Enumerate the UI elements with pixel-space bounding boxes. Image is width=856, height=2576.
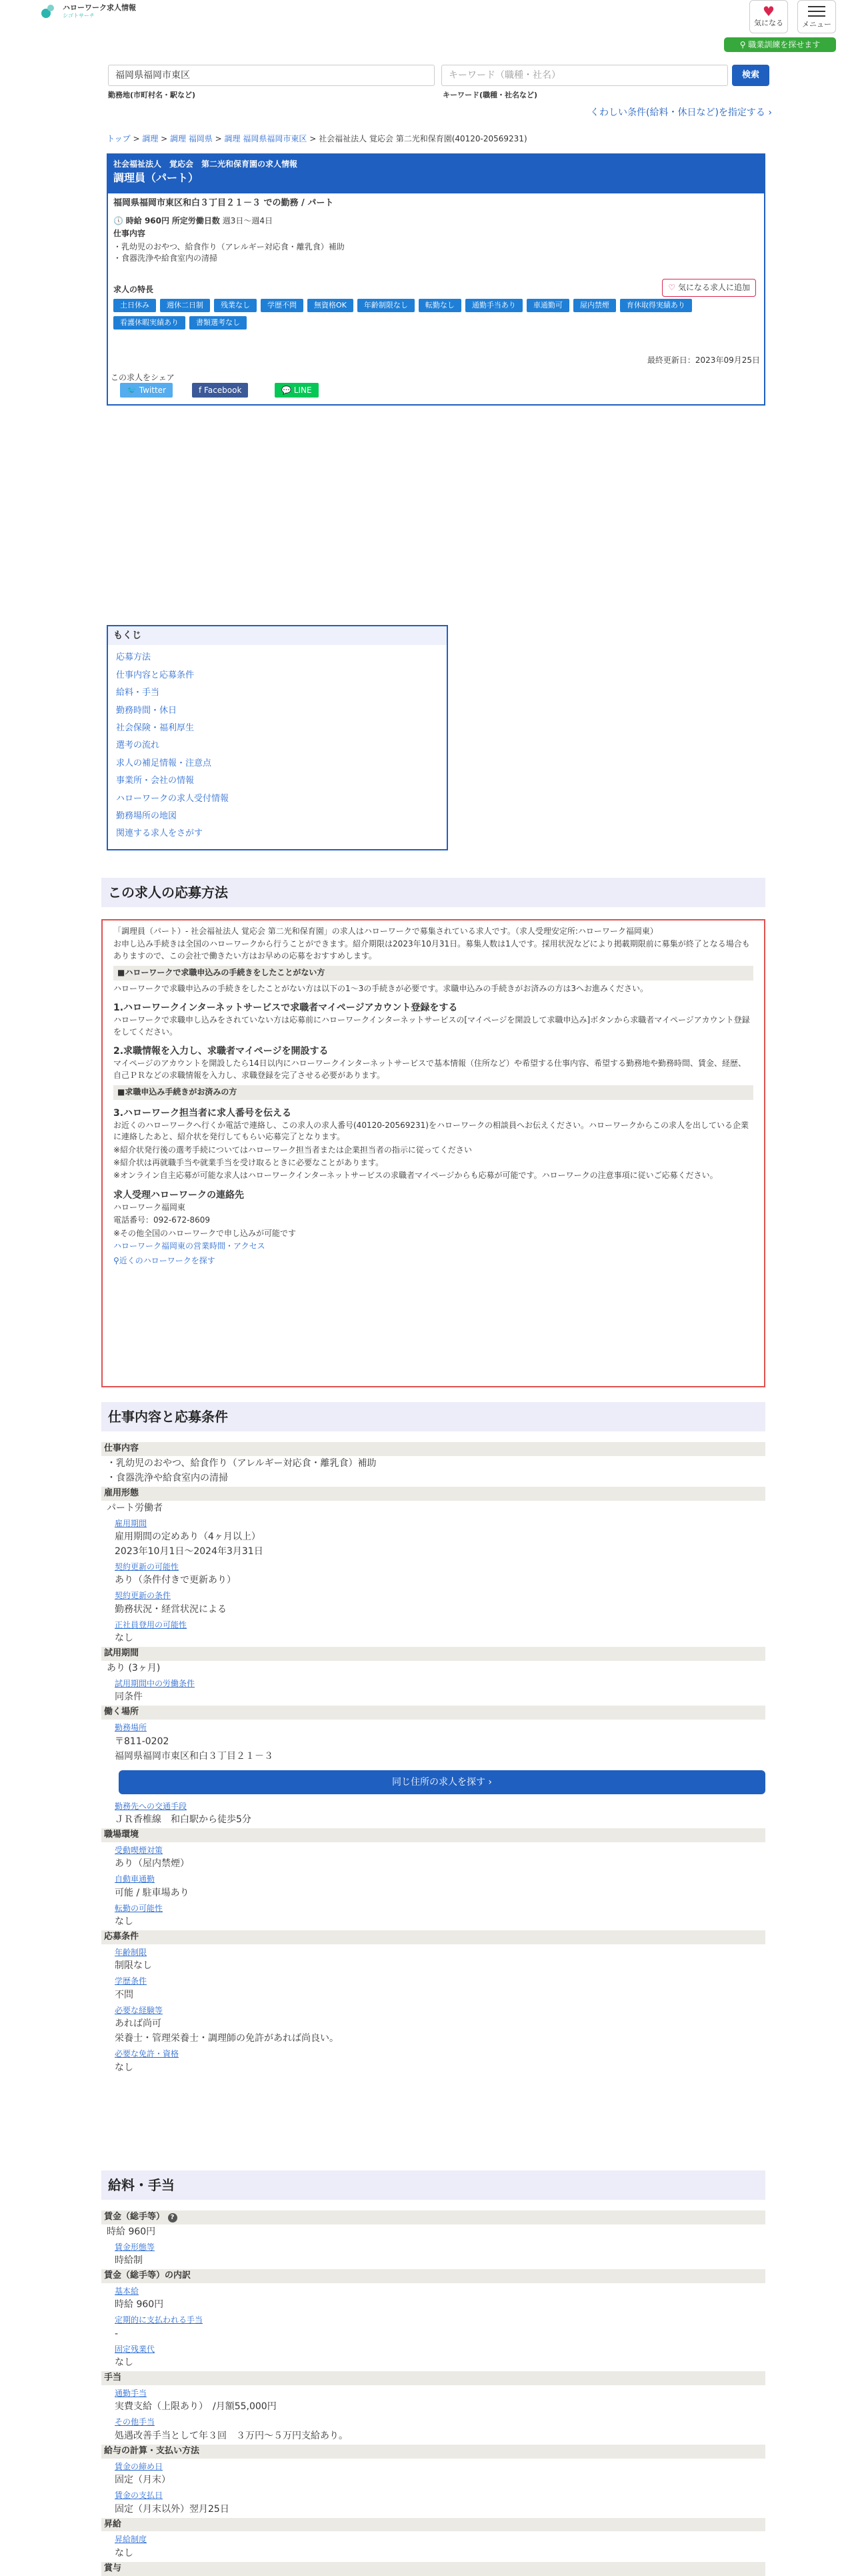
content-line: ・乳幼児のおやつ、給食作り（アレルギー対応食・離乳食）補助 (113, 241, 345, 251)
apply-text: お近くのハローワークへ行くか電話で連絡し、この求人の求人番号(40120-20569231)をハローワークの相談員へお伝えください。ハローワークからこの求人を出している企業に連絡したあと、紹介状を発行してもらい応募完了となります。 (113, 1120, 749, 1142)
term-link[interactable]: 必要な免許・資格 (115, 2049, 179, 2059)
apply-step-title: 1.ハローワークインターネットサービスで求職者マイページアカウント登録をする (113, 1002, 458, 1013)
table-of-contents (107, 625, 448, 850)
feature-tag[interactable]: 週休二日制 (160, 299, 210, 312)
facebook-icon: f (199, 386, 205, 395)
hours-label: 所定労働日数 (171, 215, 220, 225)
chevron-right-icon: › (488, 1776, 493, 1788)
feature-tag[interactable]: 年齢制限なし (357, 299, 415, 312)
same-address-jobs-button[interactable]: 同じ住所の求人を探す › (119, 1770, 765, 1794)
toc-link[interactable]: 給料・手当 (116, 688, 160, 698)
row-header: 手当 (101, 2371, 765, 2385)
add-favorite-button[interactable]: ♡ 気になる求人に追加 (662, 279, 756, 297)
row-header: 働く場所 (101, 1706, 765, 1720)
toc-title: もくじ (108, 626, 447, 645)
apply-text: ハローワークで求職申し込みをされていない方は応募前にハローワークインターネットサービスの[マイページを開設して求職申込み]ボタンから求職者マイページアカウント登録をしてください。 (113, 1015, 750, 1037)
apply-text: ※紹介状は再就職手当や就業手当を受け取るときに必要なことがあります。 (113, 1157, 384, 1167)
breadcrumb: トップ > 調理 > 調理 福岡県 > 調理 福岡県福岡市東区 > 社会福祉法人 覚応会 第二光和保育園(40120-20569231) (107, 134, 527, 143)
job-hours: 週3日～週4日 (222, 215, 273, 225)
location-label: 勤務地(市町村名・駅など) (108, 91, 196, 99)
apply-intro: 「調理員（パート）- 社会福祉法人 覚応会 第二光和保育園」の求人はハローワークで募集されている求人です。（求人受理安定所:ハローワーク福岡東） (113, 926, 658, 936)
value: ・食器洗浄や給食室内の清掃 (107, 1472, 228, 1483)
office-name: ハローワーク福岡東 (113, 1203, 186, 1213)
breadcrumb-cooking-fukuoka[interactable]: 調理 福岡県 (170, 134, 213, 143)
share-label: この求人をシェア (111, 373, 175, 382)
training-search-button[interactable] (724, 37, 836, 52)
feature-tag[interactable]: 転勤なし (419, 299, 461, 312)
feature-tags (113, 299, 713, 330)
feature-tag[interactable]: 書類選考なし (189, 316, 247, 330)
breadcrumb-cooking-higashiku[interactable]: 調理 福岡県福岡市東区 (224, 134, 307, 143)
row-header: 給与の計算・支払い方法 (101, 2445, 765, 2459)
salary-section-title: 給料・手当 (101, 2170, 765, 2200)
feature-tag[interactable]: 車通勤可 (527, 299, 569, 312)
value: 勤務状況・経営状況による (115, 1603, 227, 1615)
search-button[interactable]: 検索 (732, 65, 769, 86)
apply-text: マイページのアカウントを開設したら14日以内にハローワークインターネットサービスで基本情報（住所など）や希望する仕事内容、希望する勤務地や勤務時間、賃金、経歴、自己ＰＲなどの求職情報を入力し、求職登録を完了させる必要があります。 (113, 1059, 746, 1080)
location-input[interactable]: 福岡県福岡市東区 (108, 65, 435, 86)
feature-tag[interactable]: 土日休み (113, 299, 156, 312)
value: 2023年10月1日～2024年3月31日 (115, 1546, 263, 1557)
value: 同条件 (115, 1692, 143, 1703)
apply-text: ハローワークで求職申込みの手続きをしたことがない方は以下の1〜3の手続きが必要です。求職申込みの手続きがお済みの方は3へお進みください。 (113, 983, 648, 993)
feature-tag[interactable]: 通勤手当あり (465, 299, 523, 312)
term-link[interactable]: 賃金の支払日 (115, 2491, 163, 2501)
term-link[interactable]: 賃金形態等 (115, 2242, 155, 2252)
keyword-label: キーワード(職種・社名など) (443, 91, 538, 99)
job-summary-card (107, 153, 765, 406)
site-header (0, 0, 856, 53)
search-icon: ⚲ (739, 40, 749, 49)
apply-bar: ■ハローワークで求職申込みの手続きをしたことがない方 (113, 966, 753, 980)
term-link[interactable]: 転勤の可能性 (115, 1903, 163, 1913)
heart-icon: ♥ (763, 3, 775, 19)
feature-tag[interactable]: 学歴不問 (261, 299, 303, 312)
share-facebook-button[interactable]: f Facebook (192, 383, 248, 398)
job-title: 調理員（パート） (113, 171, 199, 185)
apply-instructions (101, 919, 765, 1387)
features-label: 求人の特長 (113, 285, 154, 295)
row-header: 賃金（総手等）の内訳 (101, 2269, 765, 2283)
value: 不問 (115, 1989, 133, 2000)
value: あれば尚可 (115, 2018, 161, 2030)
conditions-section-title: 仕事内容と応募条件 (101, 1402, 765, 1431)
training-search-label: 職業訓練を探せます (748, 40, 821, 49)
term-link[interactable]: 自動車通勤 (115, 1874, 155, 1884)
toc-link[interactable]: 仕事内容と応募条件 (116, 670, 195, 680)
apply-step-title: 3.ハローワーク担当者に求人番号を伝える (113, 1107, 292, 1119)
conditions-table (101, 1441, 765, 2075)
value: なし (115, 2062, 133, 2073)
content-line: ・食器洗浄や給食室内の清掃 (113, 253, 218, 263)
feature-tag[interactable]: 無資格OK (307, 299, 353, 312)
menu-button[interactable] (797, 0, 836, 33)
term-link[interactable]: 定期的に支払われる手当 (115, 2315, 203, 2325)
term-link[interactable]: 学歴条件 (115, 1976, 147, 1986)
term-link[interactable]: 通勤手当 (115, 2389, 147, 2399)
job-wage: 時給 960円 (125, 215, 170, 225)
nearby-office-link[interactable]: ⚲近くのハローワークを探す (113, 1255, 215, 1265)
toc-link[interactable]: 応募方法 (116, 652, 151, 663)
apply-text: ※オンライン自主応募が可能な求人はハローワークインターネットサービスの求職者マイページからも応募が可能です。ハローワークの注意事項に従いご応募ください。 (113, 1171, 718, 1181)
term-link[interactable]: 昇給制度 (115, 2535, 147, 2545)
search-icon: ⚲ (113, 1255, 119, 1265)
clock-icon: 🕔 (113, 215, 123, 225)
term-link[interactable]: 正社員登用の可能性 (115, 1620, 187, 1630)
row-header: 昇給 (101, 2518, 765, 2532)
value: あり (3ヶ月) (107, 1663, 161, 1674)
advanced-search-link[interactable]: くわしい条件(給料・休日など)を指定する › (590, 107, 772, 118)
term-link[interactable]: 必要な経験等 (115, 2005, 163, 2015)
apply-intro: お申し込み手続きは全国のハローワークから行うことができます。紹介期限は2023年10月31日。募集人数は1人です。採用状況などにより掲載期限前に募集が終了となる場合もありますので、この会社で働きたい方はお早めの応募をおすすめします。 (113, 939, 750, 960)
line-icon: 💬 (281, 386, 294, 395)
row-header: 試用期間 (101, 1647, 765, 1661)
term-link[interactable]: 年齢制限 (115, 1947, 147, 1957)
term-link[interactable]: その他手当 (115, 2417, 155, 2427)
apply-bar: ■求職申込み手続きがお済みの方 (113, 1085, 753, 1099)
site-logo[interactable] (41, 4, 136, 20)
term-link[interactable]: 雇用期間 (115, 1518, 147, 1528)
row-header: 仕事内容 (101, 1442, 765, 1456)
value: 制限なし (115, 1960, 152, 1972)
value: 時給制 (115, 2255, 143, 2267)
term-link[interactable]: 賃金の締め日 (115, 2461, 163, 2471)
value: ＪＲ香椎線 和白駅から徒歩5分 (115, 1814, 251, 1826)
content-label: 仕事内容 (113, 229, 146, 239)
company-name: 社会福祉法人 覚応会 第二光和保育園の求人情報 (113, 159, 298, 169)
term-link[interactable]: 契約更新の可能性 (115, 1562, 179, 1572)
value: あり（屋内禁煙） (115, 1858, 189, 1870)
toc-link[interactable]: 社会保険・福利厚生 (116, 722, 195, 733)
chevron-right-icon: › (768, 107, 772, 118)
value: なし (115, 1916, 133, 1928)
term-link[interactable]: 契約更新の条件 (115, 1591, 171, 1601)
feature-tag[interactable]: 屋内禁煙 (573, 299, 616, 312)
value: ・乳幼児のおやつ、給食作り（アレルギー対応食・離乳食）補助 (107, 1457, 377, 1469)
row-header: 応募条件 (101, 1930, 765, 1944)
toc-link[interactable]: 勤務場所の地図 (116, 810, 177, 821)
value: 時給 960円 (107, 2226, 156, 2237)
term-link[interactable]: 勤務場所 (115, 1723, 147, 1733)
logo-title: ハローワーク求人情報 (63, 3, 136, 12)
office-note: ※その他全国のハローワークで申し込みが可能です (113, 1228, 297, 1238)
logo-icon (41, 5, 59, 19)
row-header: 賃金（総手等） ? (101, 2210, 765, 2224)
row-header: 雇用形態 (101, 1487, 765, 1501)
value: 固定（月末以外）翌月25日 (115, 2503, 229, 2515)
row-header: 賞与 (101, 2562, 765, 2576)
value: 福岡県福岡市東区和白３丁目２１－３ (115, 1750, 273, 1762)
hamburger-icon (808, 6, 825, 17)
favorites-label: 気になる (754, 19, 783, 27)
apply-text: ※紹介状発行後の選考手続についてはハローワーク担当者または企業担当者の指示に従ってください (113, 1145, 472, 1155)
value: - (115, 2328, 119, 2339)
job-card-header (108, 155, 764, 193)
feature-tag[interactable]: 育休取得実績あり (620, 299, 692, 312)
heart-outline-icon: ♡ (668, 283, 676, 292)
value: なし (115, 2357, 133, 2369)
breadcrumb-current: 社会福祉法人 覚応会 第二光和保育園(40120-20569231) (319, 134, 527, 143)
office-heading: 求人受理ハローワークの連絡先 (113, 1189, 244, 1201)
breadcrumb-top[interactable]: トップ (107, 134, 131, 143)
term-link[interactable]: 勤務先への交通手段 (115, 1801, 187, 1811)
toc-link[interactable]: 選考の流れ (116, 740, 160, 751)
value: なし (115, 2547, 133, 2559)
share-twitter-button[interactable]: 🐦 Twitter (120, 383, 173, 398)
row-header: 職場環境 (101, 1828, 765, 1842)
value: 時給 960円 (115, 2299, 164, 2311)
apply-section-title: この求人の応募方法 (101, 878, 765, 907)
value: なし (115, 1633, 133, 1644)
feature-tag[interactable]: 残業なし (214, 299, 257, 312)
office-phone: 電話番号：092-672-8609 (113, 1215, 211, 1225)
toc-link[interactable]: ハローワークの求人受付情報 (116, 793, 229, 804)
twitter-icon: 🐦 (127, 386, 139, 395)
value: 栄養士・管理栄養士・調理師の免許があれば尚良い。 (115, 2033, 339, 2044)
favorites-button[interactable] (749, 0, 788, 33)
feature-tag[interactable]: 看護休暇実績あり (113, 316, 185, 330)
keyword-input[interactable]: キーワード（職種・社名） (441, 65, 728, 86)
term-link[interactable]: 試用期間中の労働条件 (115, 1679, 195, 1689)
breadcrumb-cooking[interactable]: 調理 (142, 134, 159, 143)
value: あり（条件付きで更新あり） (115, 1575, 236, 1586)
value: 雇用期間の定めあり（4ヶ月以上） (115, 1531, 261, 1543)
value: 処遇改善手当として年３回 ３万円～５万円支給あり。 (115, 2430, 348, 2441)
office-access-link[interactable]: ハローワーク福岡東の営業時間・アクセス (113, 1241, 265, 1251)
value: 〒811-0202 (115, 1736, 169, 1747)
toc-link[interactable]: 事業所・会社の情報 (116, 776, 195, 786)
value: パート労働者 (107, 1502, 163, 1513)
last-updated: 最終更新日：2023年09月25日 (647, 356, 760, 365)
apply-step-title: 2.求職情報を入力し、求職者マイページを開設する (113, 1046, 329, 1057)
help-icon[interactable]: ? (168, 2213, 177, 2222)
share-line-button[interactable]: 💬 LINE (275, 383, 319, 398)
value: 固定（月末） (115, 2475, 171, 2486)
toc-link[interactable]: 勤務時間・休日 (116, 705, 177, 716)
value: 可能 / 駐車場あり (115, 1887, 189, 1898)
salary-table (101, 2209, 765, 2576)
term-link[interactable]: 受動喫煙対策 (115, 1845, 163, 1855)
menu-label: メニュー (802, 20, 831, 29)
toc-link[interactable]: 求人の補足情報・注意点 (116, 758, 212, 768)
logo-subtitle: シゴトサーチ (63, 13, 95, 19)
value: 実費支給（上限あり） /月額55,000円 (115, 2401, 277, 2413)
toc-link[interactable]: 関連する求人をさがす (116, 828, 203, 839)
term-link[interactable]: 固定残業代 (115, 2344, 155, 2354)
term-link[interactable]: 基本給 (115, 2287, 139, 2297)
job-location: 福岡県福岡市東区和白３丁目２１－３ での勤務 / パート (113, 198, 334, 208)
